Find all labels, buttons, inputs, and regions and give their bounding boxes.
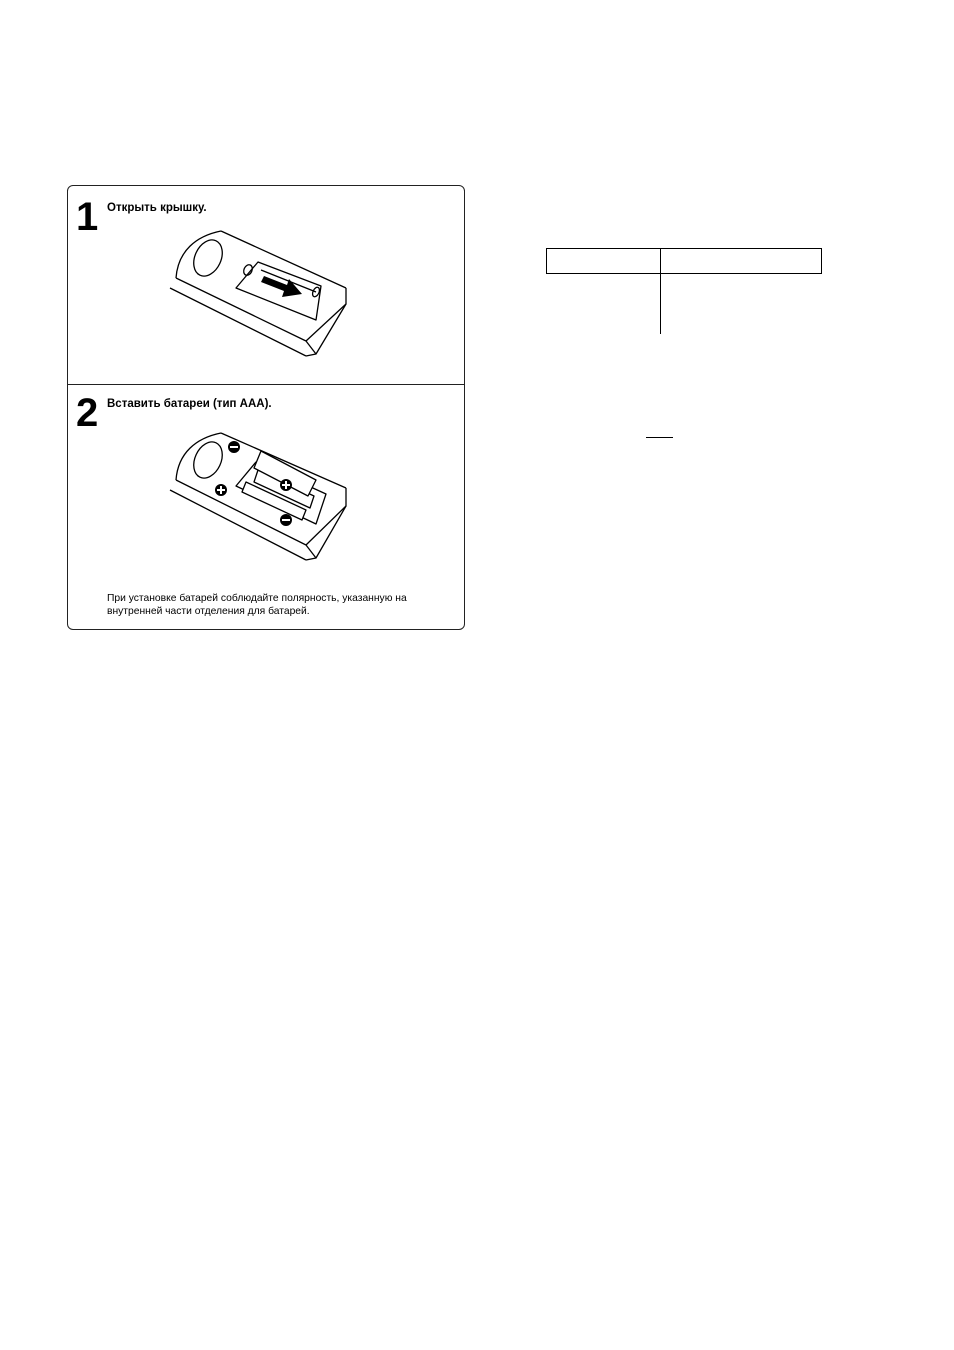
step-2-number: 2 [76, 391, 98, 435]
step-1-title: Открыть крышку. [107, 202, 207, 214]
step-divider [68, 384, 464, 385]
short-rule [646, 437, 673, 438]
polarity-note: При установке батарей соблюдайте полярность, указанную на внутренней части отделения для батарей. [107, 593, 407, 617]
table-column-divider [660, 248, 661, 334]
battery-instructions-panel [67, 185, 465, 630]
remote-open-cover-icon [166, 226, 366, 361]
empty-table [546, 248, 822, 334]
remote-insert-batteries-icon [166, 428, 366, 568]
step-1-number: 1 [76, 195, 98, 239]
step-2-title: Вставить батареи (тип AAA). [107, 398, 272, 410]
table-header-row [546, 248, 822, 274]
